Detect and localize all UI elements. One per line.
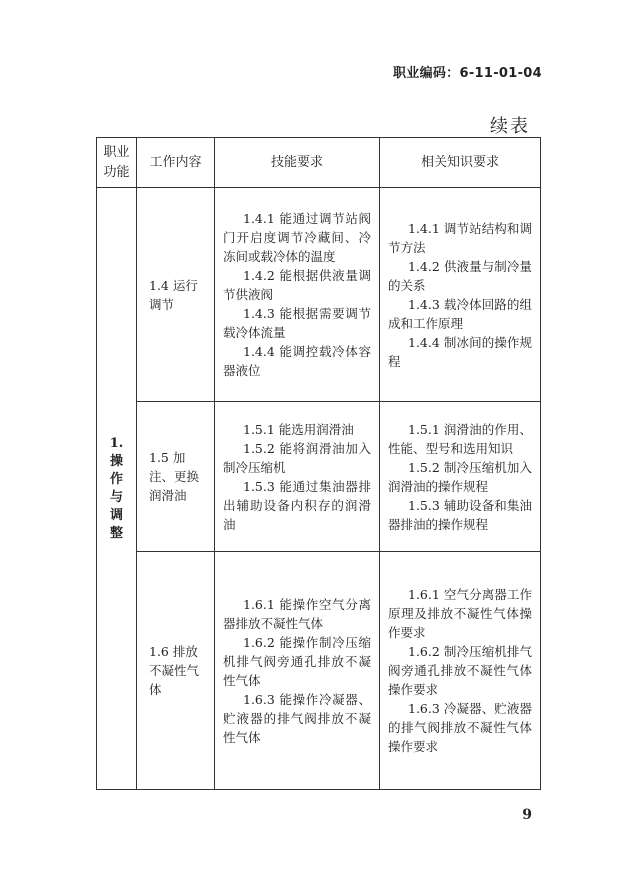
table-row bbox=[97, 188, 541, 402]
function-cell bbox=[97, 188, 137, 790]
content-cell: 1.5 加注、更换润滑油 bbox=[137, 402, 215, 552]
knowledge-cell bbox=[380, 188, 541, 402]
table-header-row bbox=[97, 138, 541, 188]
skill-item: 1.4.2 能根据供液量调节供液阀 bbox=[223, 268, 371, 302]
knowledge-item: 1.6.1 空气分离器工作原理及排放不凝性气体操作要求 bbox=[388, 587, 532, 640]
page-number: 9 bbox=[522, 807, 532, 823]
knowledge-item: 1.6.3 冷凝器、贮液器的排气阀排放不凝性气体操作要求 bbox=[388, 701, 532, 754]
occupation-code: 职业编码：6-11-01-04 bbox=[392, 66, 542, 81]
header-knowledge: 相关知识要求 bbox=[380, 138, 541, 188]
knowledge-item: 1.6.2 制冷压缩机排气阀旁通孔排放不凝性气体操作要求 bbox=[388, 644, 532, 697]
function-text: 1. 操作与调整 bbox=[109, 435, 124, 541]
knowledge-item: 1.4.2 供液量与制冷量的关系 bbox=[388, 258, 532, 293]
content-cell: 1.6 排放不凝性气体 bbox=[137, 552, 215, 790]
skill-item: 1.4.3 能根据需要调节载冷体流量 bbox=[223, 306, 371, 340]
knowledge-item: 1.5.2 制冷压缩机加入润滑油的操作规程 bbox=[388, 459, 532, 494]
knowledge-item: 1.4.3 载冷体回路的组成和工作原理 bbox=[388, 296, 532, 331]
knowledge-item: 1.5.1 润滑油的作用、性能、型号和选用知识 bbox=[388, 421, 532, 456]
header-skills: 技能要求 bbox=[215, 138, 380, 188]
skill-item: 1.5.3 能通过集油器排出辅助设备内积存的润滑油 bbox=[223, 478, 371, 532]
content-cell: 1.4 运行调节 bbox=[137, 188, 215, 402]
continued-label: 续表 bbox=[490, 116, 530, 137]
skills-cell bbox=[215, 402, 380, 552]
skill-item: 1.4.1 能通过调节站阀门开启度调节冷藏间、冷冻间或载冷体的温度 bbox=[223, 211, 371, 264]
knowledge-cell bbox=[380, 402, 541, 552]
header-function bbox=[97, 138, 137, 188]
header-content: 工作内容 bbox=[137, 138, 215, 188]
skill-item: 1.4.4 能调控载冷体容器液位 bbox=[223, 344, 371, 378]
knowledge-item: 1.4.4 制冰间的操作规程 bbox=[388, 334, 532, 369]
knowledge-item: 1.5.3 辅助设备和集油器排油的操作规程 bbox=[388, 497, 532, 532]
skill-item: 1.5.1 能选用润滑油 bbox=[243, 421, 354, 437]
knowledge-item: 1.4.1 调节站结构和调节方法 bbox=[388, 220, 532, 255]
table-row bbox=[97, 402, 541, 552]
knowledge-cell bbox=[380, 552, 541, 790]
table-row bbox=[97, 552, 541, 790]
skills-cell bbox=[215, 552, 380, 790]
skill-item: 1.6.2 能操作制冷压缩机排气阀旁通孔排放不凝性气体 bbox=[223, 634, 371, 688]
skills-cell bbox=[215, 188, 380, 402]
skill-table bbox=[96, 137, 541, 790]
skill-item: 1.6.1 能操作空气分离器排放不凝性气体 bbox=[223, 596, 371, 631]
skill-item: 1.6.3 能操作冷凝器、贮液器的排气阀排放不凝性气体 bbox=[223, 691, 371, 745]
skill-item: 1.5.2 能将润滑油加入制冷压缩机 bbox=[223, 440, 371, 475]
header-function-text: 职业 功能 bbox=[103, 144, 130, 180]
